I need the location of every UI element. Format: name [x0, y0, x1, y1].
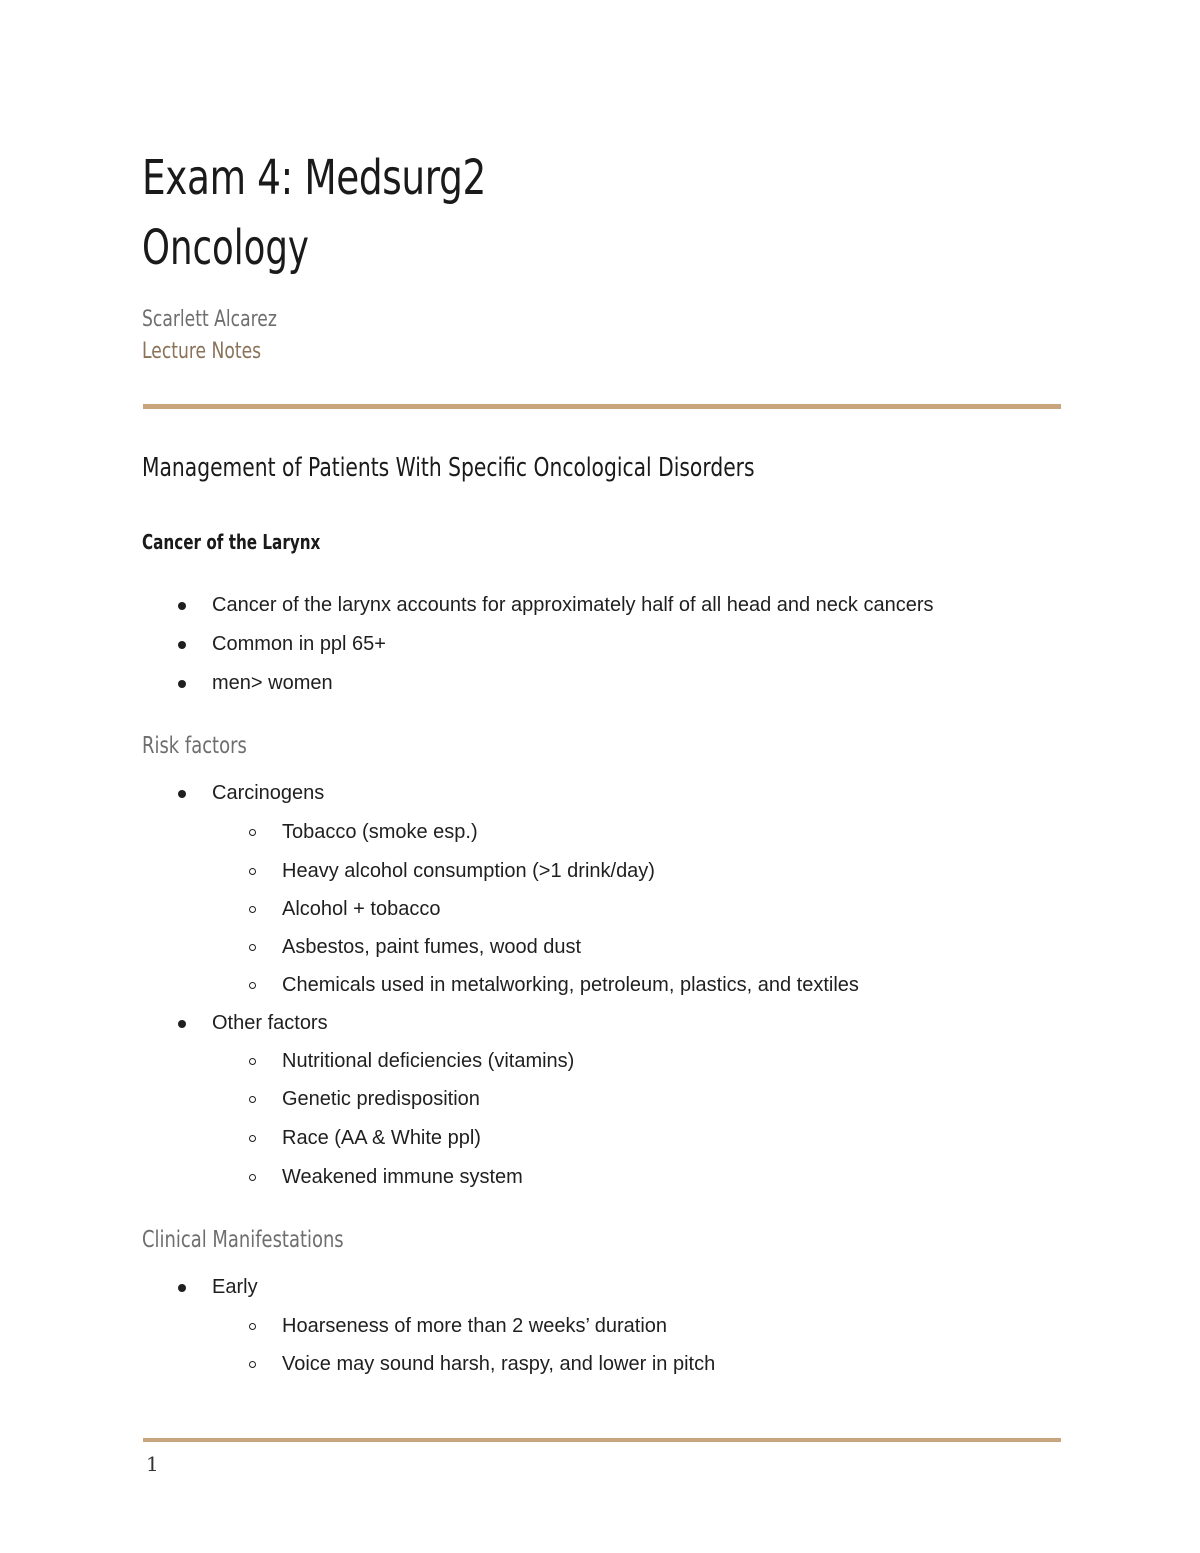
topic-heading: Cancer of the Larynx [142, 530, 321, 554]
bullet-icon [178, 790, 186, 798]
sub-list-item: Race (AA & White ppl) [282, 1127, 481, 1149]
sub-list-item: Alcohol + tobacco [282, 898, 441, 920]
sub-list-item: Hoarseness of more than 2 weeks’ duration [282, 1315, 668, 1337]
sub-list-item: Heavy alcohol consumption (>1 drink/day) [282, 860, 655, 882]
document-subtitle: Oncology [142, 220, 309, 276]
sub-bullet-icon [249, 1058, 256, 1065]
sub-list-item: Chemicals used in metalworking, petroleum, plastics, and textiles [282, 974, 859, 996]
sub-list-item: Voice may sound harsh, raspy, and lower in pitch [282, 1353, 716, 1375]
bullet-icon [178, 1020, 186, 1028]
sub-bullet-icon [249, 868, 256, 875]
sub-list-item: Tobacco (smoke esp.) [282, 821, 478, 843]
list-item: Early [212, 1276, 258, 1298]
list-item: men> women [212, 672, 333, 694]
sub-list-item: Nutritional deficiencies (vitamins) [282, 1050, 575, 1072]
list-item: Common in ppl 65+ [212, 633, 386, 655]
sub-bullet-icon [249, 982, 256, 989]
sub-bullet-icon [249, 1361, 256, 1368]
header-divider [143, 404, 1061, 409]
footer-divider [143, 1438, 1061, 1442]
sub-bullet-icon [249, 1323, 256, 1330]
sub-list-item: Asbestos, paint fumes, wood dust [282, 936, 582, 958]
risk-factors-heading: Risk factors [142, 733, 247, 759]
sub-bullet-icon [249, 1135, 256, 1142]
author-name: Scarlett Alcarez [142, 307, 277, 332]
list-item: Cancer of the larynx accounts for approximately half of all head and neck cancers [212, 594, 934, 616]
bullet-icon [178, 602, 186, 610]
bullet-icon [178, 641, 186, 649]
sub-bullet-icon [249, 1096, 256, 1103]
sub-bullet-icon [249, 944, 256, 951]
page-number: 1 [146, 1452, 159, 1476]
bullet-icon [178, 1284, 186, 1292]
section-heading: Management of Patients With Specific Oncological Disorders [142, 453, 755, 483]
sub-list-item: Weakened immune system [282, 1166, 523, 1188]
document-type: Lecture Notes [142, 339, 262, 364]
clinical-manifestations-heading: Clinical Manifestations [142, 1227, 344, 1253]
sub-bullet-icon [249, 906, 256, 913]
list-item: Carcinogens [212, 782, 325, 804]
document-title: Exam 4: Medsurg2 [142, 150, 486, 206]
sub-list-item: Genetic predisposition [282, 1088, 480, 1110]
bullet-icon [178, 680, 186, 688]
sub-bullet-icon [249, 1174, 256, 1181]
list-item: Other factors [212, 1012, 328, 1034]
sub-bullet-icon [249, 829, 256, 836]
